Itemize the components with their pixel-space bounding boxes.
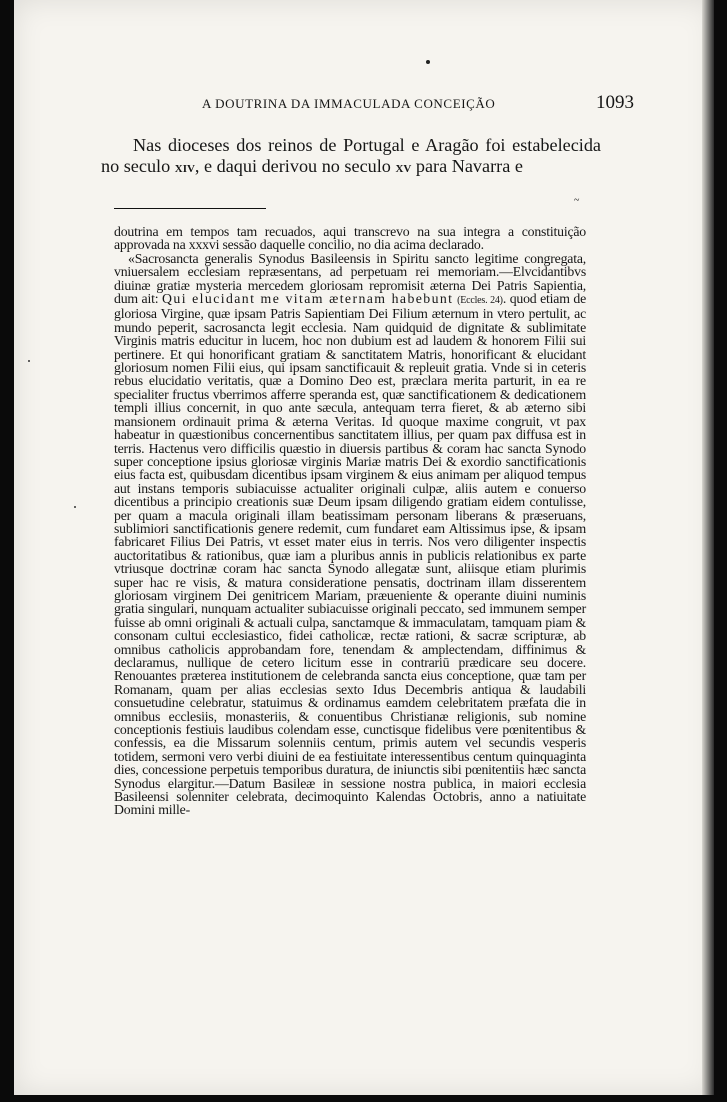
main-paragraph <box>101 135 601 179</box>
document-page <box>14 0 714 1095</box>
main-text-part: para Navarra e <box>411 156 523 176</box>
main-text-part: , e daqui derivou no seculo <box>194 156 396 176</box>
footnote <box>114 225 586 817</box>
speckle <box>28 360 30 362</box>
page-number: 1093 <box>596 92 634 113</box>
main-text <box>101 135 601 179</box>
page-header <box>114 94 654 118</box>
stray-mark: ~ <box>574 195 580 206</box>
page-edge-shadow <box>702 0 714 1095</box>
footnote-paragraph-1: doutrina em tempos tam recuados, aqui transcrevo na sua integra a constituição approvada na xxxvi sessão daquelle concilio, no dia acima declarado. <box>114 224 586 253</box>
footnote-paragraph-2 <box>114 252 586 817</box>
main-text-part: Nas dioceses dos reinos de Portugal e Aragão foi estabelecida no seculo <box>101 135 601 176</box>
footnote-text: . quod etiam de gloriosa Virgine, quæ ipsam Patris Sapientiam Dei Filium æternum in vtero pertulit, ac mundo peperit, sacrosancta legit ecclesia. Nam quidquid de dignitate & sublimitate Virginis matris educitur in lucem, hoc non dubium est ad laudem & honorem Filii sui pertinere. Et qui honorificant gratiam & sanctitatem Matris, honorificant & elucidant gloriosum nomen Filii eius, qui ipsam sanctificauit & repleuit gratia. Vnde si in ceteris rebus elucidatio veritatis, quæ a Domino Deo est, præclara merita parturit, in ea re specialiter fructus vberrimos afferre speranda est, quæ sanctificationem & dedicationem templi illius concernit, in quo ante sæcula, antequam terra fieret, & ab æterno sibi mansionem ordinauit prima & æterna Veritas. Id quoque maxime congruit, vt pax habeatur in quæstionibus concernentibus sanctitatem illius, per quam pax diffusa est in terris. Hactenus vero difficilis quæstio in diuersis partibus & coram hac sancta Synodo super conceptione ipsius gloriosæ virginis Mariæ matris Dei & exordio sanctificationis eius facta est, quibusdam dicentibus ipsam virginem & eius animam per aliquod tempus aut instans temporis subiacuisse actualiter originali culpæ, aliis autem e conuerso dicentibus a principio creationis suæ Deum ipsam diligendo gratiam eidem contulisse, per quam a macula originali illam beatissimam personam liberans & præseruans, sublimiori sanctificationis genere redemit, cum fundaret eam Altissimus ipse, & ipsam fabricaret Filius Dei Patris, vt esset mater eius in terris. Nos vero diligenter inspectis auctoritatibus & rationibus, quæ iam a pluribus annis in publicis relationibus ex parte vtriusque doctrinæ coram hac sancta Synodo allegatæ sunt, aliisque etiam plurimis super hac re visis, & matura consideratione pensatis, doctrinam illam disserentem gloriosam virginem Dei genitricem Mariam, præueniente & operante diuini numinis gratia singulari, nunquam actualiter subiacuisse originali peccato, sed immunem semper fuisse ab omni originali & actuali culpa, sanctamque & immaculatam, tamquam piam & consonam cultui ecclesiastico, fidei catholicæ, rectæ rationi, & sacræ scripturæ, ab omnibus catholicis approbandam fore, tenendam & amplectendam, diffinimus & declaramus, nullique de cetero licitum esse in contrariū prædicare seu docere. Renouantes præterea institutionem de celebranda sancta eius conceptione, quæ tam per Romanam, quam per alias ecclesias sexto Idus Decembris antiqua & laudabili consuetudine celebratur, statuimus & ordinamus eamdem celebritatem præfata die in omnibus ecclesiis, monasteriis, & conuentibus Christianæ religionis, sub nomine conceptionis festiuis laudibus colendam esse, cunctisque fidelibus vere pœnitentibus & confessis, ea die Missarum solenniis centum, primis autem vel secundis vesperis totidem, sermoni vero verbi diuini de ea festiuitate interessentibus centum quinquaginta dies, concessione perpetuis temporibus duratura, de iniunctis sibi pœnitentiis hæc sancta Synodus elargitur.—Datum Basileæ in sessione nostra publica, in maiori ecclesia Basileensi solenniter celebrata, decimoquinto Kalendas Octobris, anno a natiuitate Domini mille- <box>114 291 587 818</box>
footnote-spaced-quote: Qui elucidant me vitam æternam habebunt <box>162 291 454 307</box>
ink-dot <box>426 60 430 64</box>
footnote-rule <box>114 208 266 209</box>
footnote-citation: (Eccles. 24) <box>457 295 503 307</box>
footnote-text: «Sacrosancta generalis Synodus Basileensis in Spiritu sancto legitime congregata, vniuersalem ecclesiam repræsentans, ad perpetuam rei memoriam.—Elvcidantibvs diuinæ gratiæ mysteria mercedem gloriosam repromisit æterna Dei Patris Sapientia, dum ait: <box>114 250 586 307</box>
running-title: A DOUTRINA DA IMMACULADA CONCEIÇÃO <box>202 96 496 111</box>
century-numeral: xiv <box>174 160 195 176</box>
century-numeral: xv <box>395 160 412 176</box>
speckle <box>74 506 76 508</box>
